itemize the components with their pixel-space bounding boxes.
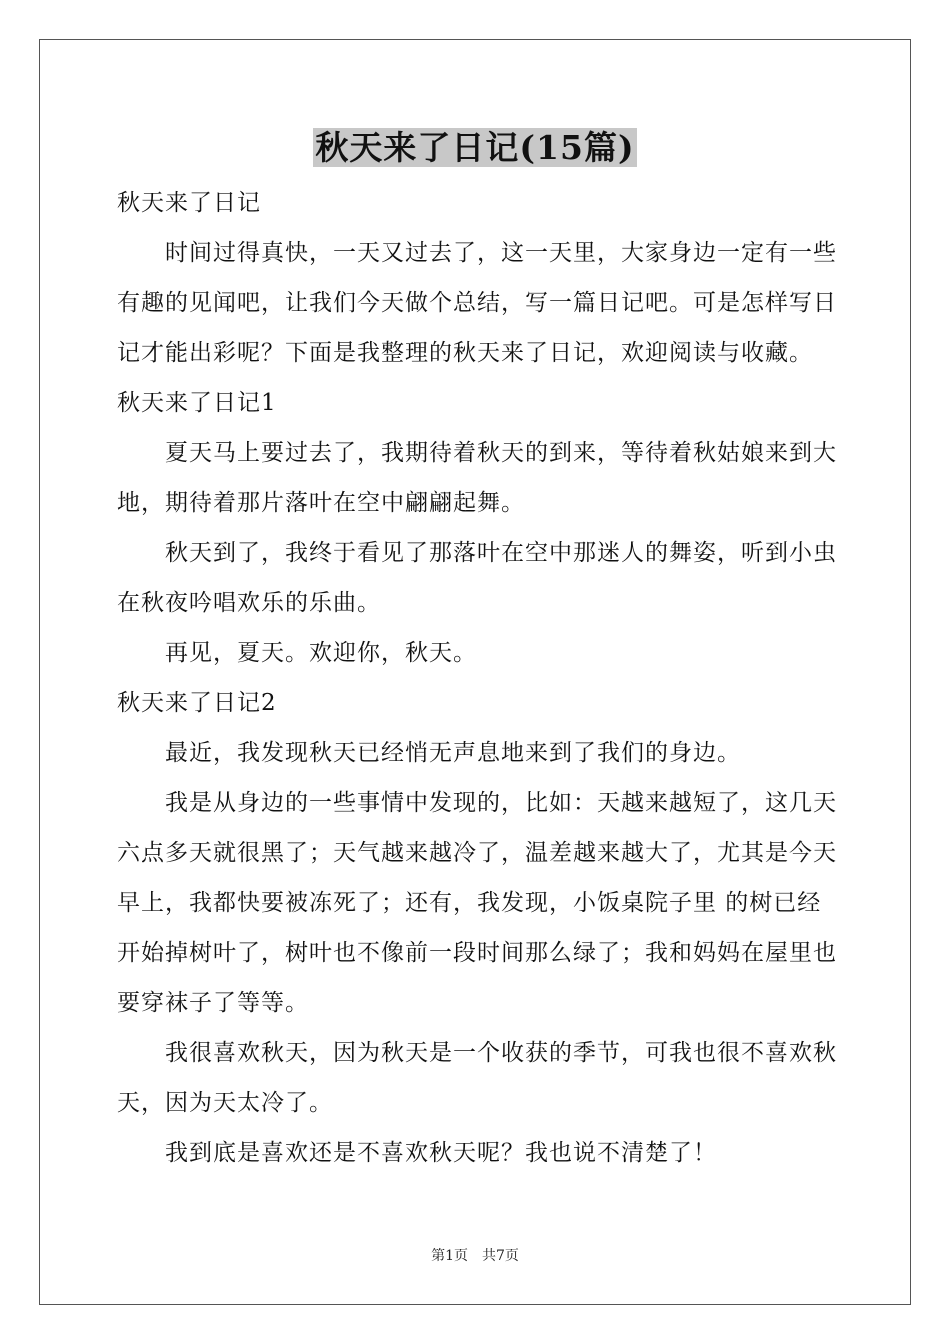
section-heading: 秋天来了日记2: [117, 690, 277, 716]
paragraph: 我是从身边的一些事情中发现的，比如：天越来越短了，这几天六点多天就很黑了；天气越来越冷了，温差越来越大了，尤其是今天早上，我都快要被冻死了；还有，我发现，小饭桌院子里 的树已经开始掉树叶了，树叶也不像前一段时间那么绿了；我和妈妈在屋里也要穿袜子了等等。: [117, 790, 837, 1016]
document-title-text: 秋天来了日记(15篇): [315, 128, 635, 167]
paragraph: 时间过得真快，一天又过去了，这一天里，大家身边一定有一些有趣的见闻吧，让我们今天做个总结，写一篇日记吧。可是怎样写日记才能出彩呢？下面是我整理的秋天来了日记，欢迎阅读与收藏。: [117, 240, 837, 366]
document-title: [0, 126, 950, 170]
section-heading: 秋天来了日记: [117, 190, 261, 216]
paragraph: 我到底是喜欢还是不喜欢秋天呢？我也说不清楚了！: [165, 1140, 717, 1166]
paragraph: 秋天到了，我终于看见了那落叶在空中那迷人的舞姿，听到小虫在秋夜吟唱欢乐的乐曲。: [117, 540, 837, 616]
current-page-label: 第1页: [431, 1248, 468, 1264]
document-body: [117, 178, 837, 1178]
paragraph: 夏天马上要过去了，我期待着秋天的到来，等待着秋姑娘来到大地，期待着那片落叶在空中翩翩起舞。: [117, 440, 837, 516]
page-footer: [0, 1246, 950, 1266]
paragraph: 最近，我发现秋天已经悄无声息地来到了我们的身边。: [165, 740, 741, 766]
total-pages-label: 共7页: [482, 1248, 519, 1264]
paragraph: 我很喜欢秋天，因为秋天是一个收获的季节，可我也很不喜欢秋天，因为天太冷了。: [117, 1040, 837, 1116]
section-heading: 秋天来了日记1: [117, 390, 277, 416]
paragraph: 再见，夏天。欢迎你，秋天。: [165, 640, 477, 666]
